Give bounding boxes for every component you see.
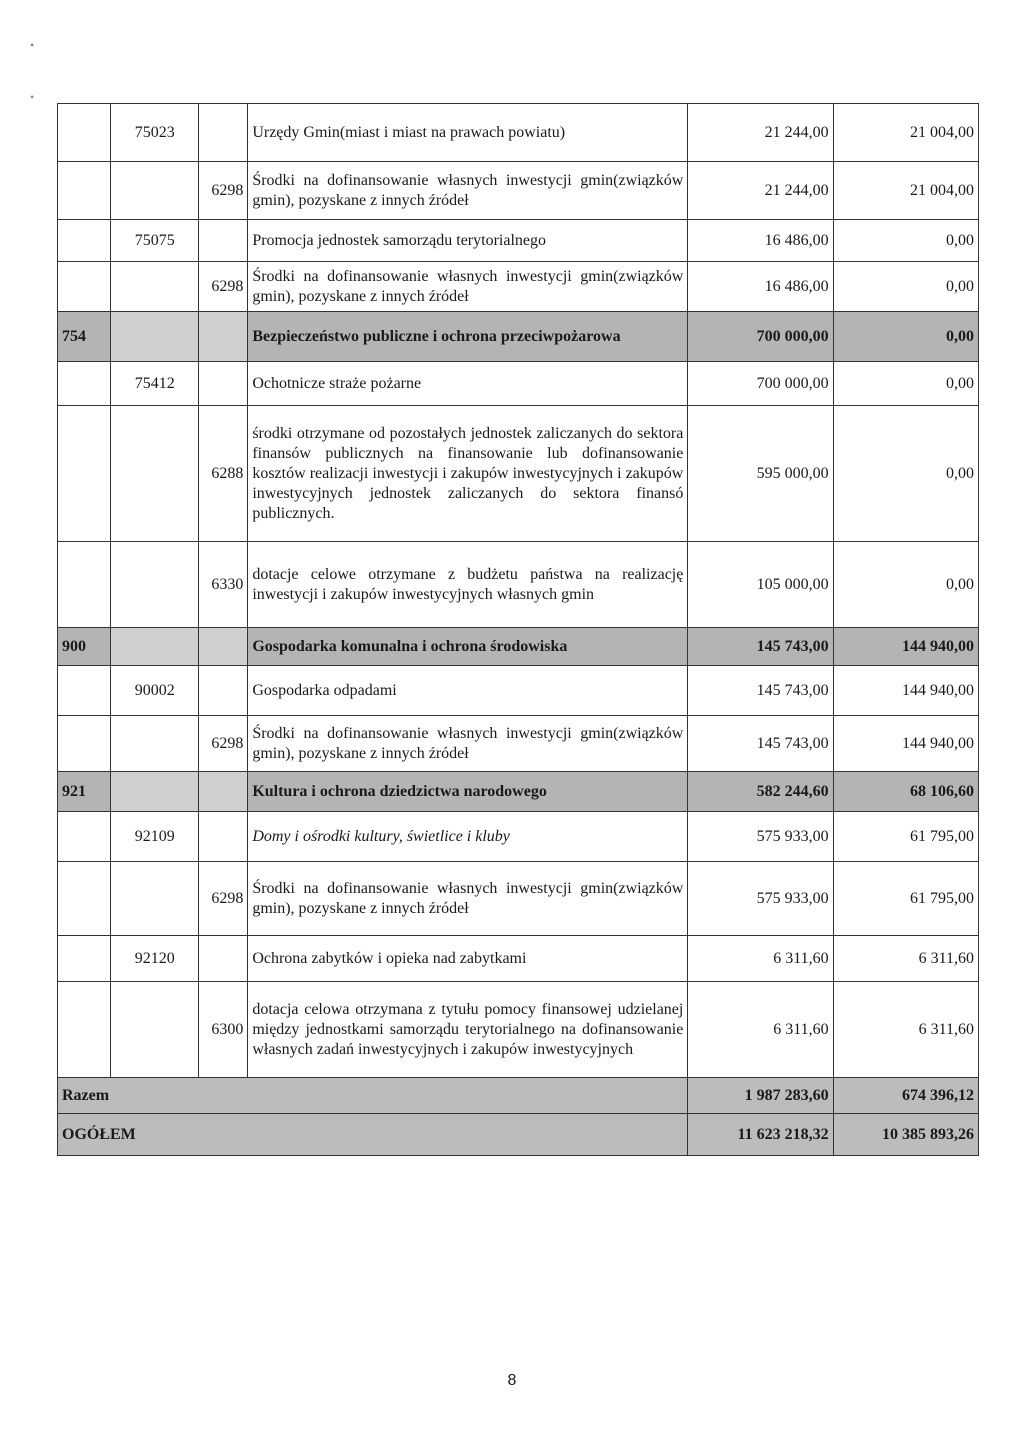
value-plan-cell: 145 743,00 bbox=[688, 666, 833, 716]
paragraf-cell bbox=[199, 812, 248, 862]
description-cell: Urzędy Gmin(miast i miast na prawach powiatu) bbox=[248, 104, 688, 162]
value-plan-cell: 6 311,60 bbox=[688, 936, 833, 982]
value-plan-cell: 105 000,00 bbox=[688, 542, 833, 628]
total-exec-value: 674 396,12 bbox=[833, 1078, 978, 1114]
value-exec-cell: 0,00 bbox=[833, 542, 978, 628]
description-cell: dotacje celowe otrzymane z budżetu państwa na realizację inwestycji i zakupów inwestycyjnych własnych gmin bbox=[248, 542, 688, 628]
value-exec-cell: 68 106,60 bbox=[833, 772, 978, 812]
description-cell: Bezpieczeństwo publiczne i ochrona przeciwpożarowa bbox=[248, 312, 688, 362]
table-row bbox=[58, 716, 979, 772]
paragraf-cell: 6298 bbox=[199, 162, 248, 220]
description-cell: Środki na dofinansowanie własnych inwestycji gmin(związków gmin), pozyskane z innych źródeł bbox=[248, 716, 688, 772]
rozdzial-cell bbox=[111, 406, 199, 542]
table-row bbox=[58, 262, 979, 312]
description-cell: Gospodarka komunalna i ochrona środowiska bbox=[248, 628, 688, 666]
value-exec-cell: 6 311,60 bbox=[833, 936, 978, 982]
value-plan-cell: 16 486,00 bbox=[688, 220, 833, 262]
table-row bbox=[58, 666, 979, 716]
description-cell: Ochotnicze straże pożarne bbox=[248, 362, 688, 406]
rozdzial-cell: 90002 bbox=[111, 666, 199, 716]
total-row bbox=[58, 1078, 979, 1114]
paragraf-cell bbox=[199, 628, 248, 666]
grand-total-plan-value: 11 623 218,32 bbox=[688, 1114, 833, 1156]
paragraf-cell: 6298 bbox=[199, 862, 248, 936]
description-cell: Gospodarka odpadami bbox=[248, 666, 688, 716]
page-number: 8 bbox=[507, 1372, 517, 1389]
rozdzial-cell: 75023 bbox=[111, 104, 199, 162]
dzial-cell bbox=[58, 542, 111, 628]
dzial-cell bbox=[58, 936, 111, 982]
value-exec-cell: 144 940,00 bbox=[833, 716, 978, 772]
rozdzial-cell bbox=[111, 862, 199, 936]
description-cell: Środki na dofinansowanie własnych inwestycji gmin(związków gmin), pozyskane z innych źródeł bbox=[248, 162, 688, 220]
dzial-cell: 900 bbox=[58, 628, 111, 666]
dzial-cell bbox=[58, 220, 111, 262]
description-cell: środki otrzymane od pozostałych jednostek zaliczanych do sektora finansów publicznych na finansowanie lub dofinansowanie kosztów realizacji inwestycji i zakupów inwestycyjnych i zakupów inwestycyjnych jednostek zaliczanych do sektora finansó publicznych. bbox=[248, 406, 688, 542]
table-row bbox=[58, 406, 979, 542]
dzial-cell bbox=[58, 666, 111, 716]
rozdzial-cell: 75412 bbox=[111, 362, 199, 406]
rozdzial-cell bbox=[111, 982, 199, 1078]
value-exec-cell: 21 004,00 bbox=[833, 104, 978, 162]
grand-total-row bbox=[58, 1114, 979, 1156]
paragraf-cell bbox=[199, 666, 248, 716]
scan-mark: • bbox=[30, 38, 35, 52]
rozdzial-cell bbox=[111, 262, 199, 312]
dzial-cell: 921 bbox=[58, 772, 111, 812]
table-row bbox=[58, 220, 979, 262]
table-row bbox=[58, 362, 979, 406]
dzial-cell bbox=[58, 716, 111, 772]
rozdzial-cell: 92109 bbox=[111, 812, 199, 862]
dzial-cell bbox=[58, 406, 111, 542]
value-plan-cell: 575 933,00 bbox=[688, 812, 833, 862]
budget-table bbox=[57, 103, 979, 1156]
value-plan-cell: 700 000,00 bbox=[688, 362, 833, 406]
grand-total-exec-value: 10 385 893,26 bbox=[833, 1114, 978, 1156]
description-cell: Środki na dofinansowanie własnych inwestycji gmin(związków gmin), pozyskane z innych źródeł bbox=[248, 262, 688, 312]
dzial-cell bbox=[58, 362, 111, 406]
table-row bbox=[58, 542, 979, 628]
value-plan-cell: 145 743,00 bbox=[688, 716, 833, 772]
total-plan-value: 1 987 283,60 bbox=[688, 1078, 833, 1114]
value-plan-cell: 16 486,00 bbox=[688, 262, 833, 312]
description-cell: Ochrona zabytków i opieka nad zabytkami bbox=[248, 936, 688, 982]
description-cell: Środki na dofinansowanie własnych inwestycji gmin(związków gmin), pozyskane z innych źródeł bbox=[248, 862, 688, 936]
value-exec-cell: 0,00 bbox=[833, 312, 978, 362]
rozdzial-cell: 92120 bbox=[111, 936, 199, 982]
paragraf-cell: 6288 bbox=[199, 406, 248, 542]
rozdzial-cell bbox=[111, 772, 199, 812]
value-plan-cell: 575 933,00 bbox=[688, 862, 833, 936]
value-exec-cell: 0,00 bbox=[833, 220, 978, 262]
table-row bbox=[58, 862, 979, 936]
total-label: Razem bbox=[58, 1078, 688, 1114]
value-exec-cell: 61 795,00 bbox=[833, 862, 978, 936]
rozdzial-cell bbox=[111, 312, 199, 362]
value-exec-cell: 0,00 bbox=[833, 362, 978, 406]
paragraf-cell: 6300 bbox=[199, 982, 248, 1078]
dzial-cell bbox=[58, 982, 111, 1078]
dzial-cell bbox=[58, 104, 111, 162]
description-cell: dotacja celowa otrzymana z tytułu pomocy finansowej udzielanej między jednostkami samorządu terytorialnego na dofinansowanie własnych zadań inwestycyjnych i zakupów inwestycyjnych bbox=[248, 982, 688, 1078]
table-row bbox=[58, 104, 979, 162]
value-plan-cell: 582 244,60 bbox=[688, 772, 833, 812]
section-row bbox=[58, 772, 979, 812]
dzial-cell bbox=[58, 262, 111, 312]
rozdzial-cell bbox=[111, 628, 199, 666]
value-exec-cell: 144 940,00 bbox=[833, 666, 978, 716]
value-exec-cell: 6 311,60 bbox=[833, 982, 978, 1078]
value-exec-cell: 61 795,00 bbox=[833, 812, 978, 862]
table-row bbox=[58, 936, 979, 982]
paragraf-cell: 6298 bbox=[199, 716, 248, 772]
rozdzial-cell: 75075 bbox=[111, 220, 199, 262]
paragraf-cell bbox=[199, 362, 248, 406]
paragraf-cell bbox=[199, 772, 248, 812]
value-plan-cell: 21 244,00 bbox=[688, 104, 833, 162]
rozdzial-cell bbox=[111, 162, 199, 220]
paragraf-cell bbox=[199, 312, 248, 362]
value-plan-cell: 145 743,00 bbox=[688, 628, 833, 666]
description-cell: Promocja jednostek samorządu terytorialnego bbox=[248, 220, 688, 262]
value-exec-cell: 0,00 bbox=[833, 262, 978, 312]
table-row bbox=[58, 162, 979, 220]
value-exec-cell: 144 940,00 bbox=[833, 628, 978, 666]
value-plan-cell: 700 000,00 bbox=[688, 312, 833, 362]
dzial-cell: 754 bbox=[58, 312, 111, 362]
dzial-cell bbox=[58, 162, 111, 220]
paragraf-cell: 6298 bbox=[199, 262, 248, 312]
value-exec-cell: 0,00 bbox=[833, 406, 978, 542]
section-row bbox=[58, 628, 979, 666]
paragraf-cell bbox=[199, 936, 248, 982]
value-plan-cell: 21 244,00 bbox=[688, 162, 833, 220]
scan-mark: • bbox=[30, 90, 35, 104]
value-plan-cell: 595 000,00 bbox=[688, 406, 833, 542]
paragraf-cell bbox=[199, 104, 248, 162]
dzial-cell bbox=[58, 812, 111, 862]
section-row bbox=[58, 312, 979, 362]
rozdzial-cell bbox=[111, 716, 199, 772]
paragraf-cell: 6330 bbox=[199, 542, 248, 628]
dzial-cell bbox=[58, 862, 111, 936]
value-plan-cell: 6 311,60 bbox=[688, 982, 833, 1078]
paragraf-cell bbox=[199, 220, 248, 262]
table-row bbox=[58, 982, 979, 1078]
description-cell: Kultura i ochrona dziedzictwa narodowego bbox=[248, 772, 688, 812]
table-row bbox=[58, 812, 979, 862]
description-cell: Domy i ośrodki kultury, świetlice i kluby bbox=[248, 812, 688, 862]
grand-total-label: OGÓŁEM bbox=[58, 1114, 688, 1156]
value-exec-cell: 21 004,00 bbox=[833, 162, 978, 220]
rozdzial-cell bbox=[111, 542, 199, 628]
